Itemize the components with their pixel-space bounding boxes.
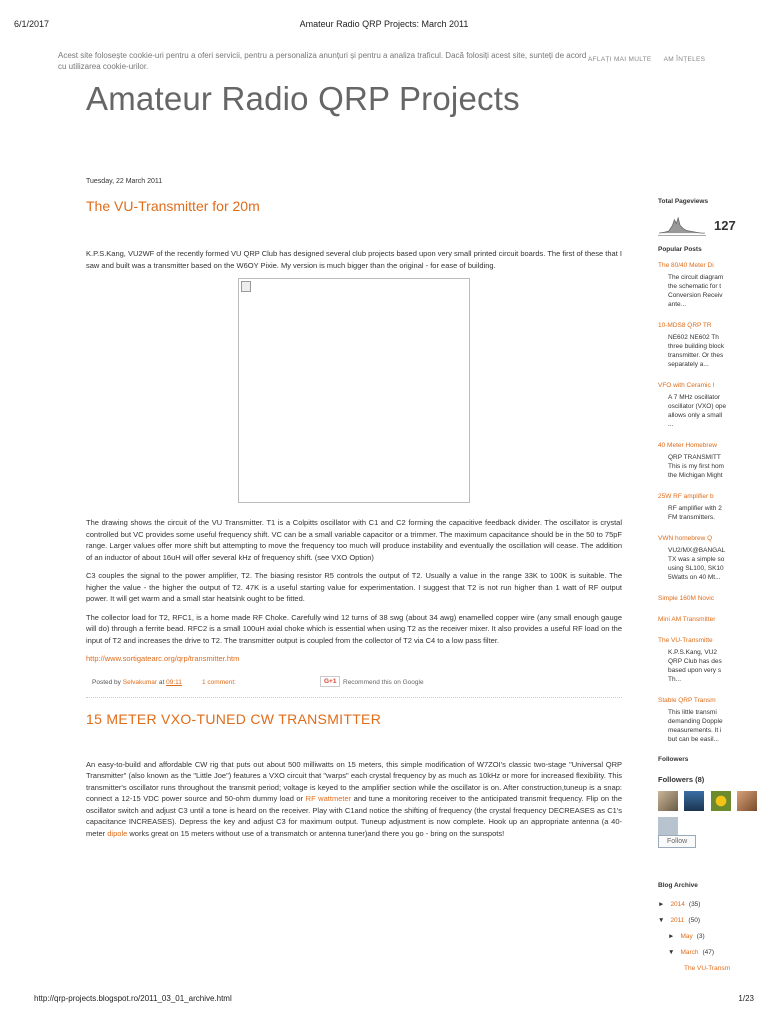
collapse-arrow-icon[interactable]: ▼: [658, 917, 665, 924]
popular-post-item: [658, 321, 768, 369]
post-body: [86, 759, 622, 840]
popular-post-item: [658, 615, 768, 624]
circuit-image-placeholder: [238, 278, 470, 503]
popular-post-item: [658, 636, 768, 684]
post-paragraph: C3 couples the signal to the power amplifier, T2. The biasing resistor R5 controls the output of T2. Usually a value in the range 33K to 100K is suitable. The higher the value - the higher the output of T2. 47K is a useful starting value for experimentation. I suggest that T2 is not run higher than 1 watt of RF output power. It will get warm and a small star heatsink ought to be fitted.: [86, 571, 622, 603]
dipole-link[interactable]: dipole: [107, 828, 128, 838]
post-title-vu-transmitter[interactable]: The VU-Transmitter for 20m: [86, 198, 260, 214]
rf-wattmeter-link[interactable]: RF wattmeter: [305, 794, 352, 803]
popular-post-title[interactable]: 25W RF amplifier b: [658, 493, 714, 500]
at-text: at: [158, 678, 165, 686]
expand-arrow-icon[interactable]: ►: [668, 933, 675, 940]
posted-by-text: Posted by: [92, 678, 121, 686]
avatar[interactable]: [711, 791, 731, 811]
popular-posts-list: [658, 261, 768, 744]
post-paragraph: The collector load for T2, RFC1, is a home made RF Choke. Carefully wind 12 turns of 38 swg (about 34 awg) enamelled copper wire (any small enough gauge will do) through a ferrite bead. RFC2 is a small 100uH axial choke which is essential when using T2 as the receiver mixer. It also provides a useful RF load on the input of T2 and increases the drive to T2. The transmitter output is coupled from the collector of T2 via C4 to a low pass filter.: [86, 612, 622, 645]
followers-heading: Followers: [658, 756, 689, 763]
popular-post-title[interactable]: VWN homebrew Q: [658, 535, 713, 542]
post-footer: [86, 675, 622, 689]
avatar[interactable]: [737, 791, 757, 811]
accept-cookies-button[interactable]: AM ÎNȚELES: [663, 56, 706, 63]
archive-list: [658, 901, 768, 981]
transmitter-link[interactable]: http://www.sortigatearc.org/qrp/transmitter.htm: [86, 654, 240, 663]
print-date: 6/1/2017: [14, 19, 50, 29]
popular-post-item: [658, 594, 768, 603]
archive-count: (3): [696, 933, 705, 940]
follow-button[interactable]: Follow: [658, 835, 696, 848]
expand-arrow-icon[interactable]: ►: [658, 901, 665, 908]
archive-row: [658, 901, 768, 917]
print-url: http://qrp-projects.blogspot.ro/2011_03_01_archive.html: [34, 994, 232, 1003]
followers-widget: [658, 756, 768, 848]
popular-post-title[interactable]: Mini AM Transmitter: [658, 616, 716, 623]
cookie-notice: Acest site folosește cookie-uri pentru a oferi servicii, pentru a personaliza anunțuri și pentru a analiza traficul. Dacă folosiți acest site, sunteți de acord cu utilizarea cookie-urilor.: [58, 51, 587, 71]
popular-post-title[interactable]: The 80/40 Meter Di: [658, 262, 714, 269]
avatar[interactable]: [658, 791, 678, 811]
followers-count: Followers (8): [658, 775, 705, 784]
post-paragraph: [86, 759, 622, 840]
popular-post-title[interactable]: 40 Meter Homebrew: [658, 442, 717, 449]
print-title: Amateur Radio QRP Projects: March 2011: [299, 19, 469, 29]
popular-post-title[interactable]: The VU-Transmitte: [658, 637, 713, 644]
posted-by-label: [92, 679, 182, 686]
popular-post-snippet: QRP TRANSMITT This is my first hom the Michigan Might: [668, 454, 724, 479]
popular-post-item: [658, 492, 768, 522]
popular-post-title[interactable]: Simple 160M Novic: [658, 595, 714, 602]
archive-row: [658, 965, 768, 981]
popular-posts-heading: Popular Posts: [658, 246, 702, 253]
archive-link[interactable]: March: [680, 949, 699, 956]
popular-post-title[interactable]: Stable QRP Transm: [658, 697, 716, 704]
post-time-link[interactable]: 09:11: [166, 678, 182, 686]
collapse-arrow-icon[interactable]: ▼: [668, 949, 675, 956]
popular-post-snippet: A 7 MHz oscillator oscillator (VXO) ope allows only a small ...: [668, 394, 727, 428]
post-text: An easy-to-build and affordable CW rig that puts out about 500 milliwatts on 15 meters, this simple modification of W7ZOI's classic two-stage "Universal QRP Transmitter" (also known as the "Little Joe") features a VXO circuit that "warps" each crystal frequency by as much as 10kHz or more for increased flexibility. This transmitter's oscillator runs throughout the transmit period; voltage is keyed to the amplifier section while the oscillator is on. After construction,tuneup is a snap: connect a 12-15 VDC power source and 50-ohm dummy load or: [86, 759, 622, 803]
popular-post-item: [658, 441, 768, 480]
page-number: 1/23: [738, 994, 754, 1003]
pageviews-sparkline: [658, 214, 706, 236]
archive-row: [658, 949, 768, 965]
archive-row: [658, 933, 768, 949]
popular-post-snippet: K.P.S.Kang, VU2 QRP Club has des based upon very s Th...: [668, 649, 722, 683]
post-paragraph: The drawing shows the circuit of the VU Transmitter. T1 is a Colpitts oscillator with C1 and C2 forming the capacitive feedback divider. The oscillator is crystal controlled but VC provides some useful frequency shift. VC can be a small variable capacitor or a trimmer. The maximum capacitance should be in the 50 to 75pF range. Larger values offer more shift but attempting to move the frequency too much will produce instability and eventually the oscillation will cease. The addition of an inductor of about 16uH will offer several kHz of frequency shift. (see VXO Option): [86, 518, 622, 562]
blog-archive: [658, 882, 768, 981]
follower-avatars: [658, 791, 768, 813]
popular-post-item: [658, 261, 768, 309]
post-paragraph: K.P.S.Kang, VU2WF of the recently formed VU QRP Club has designed several club projects based upon very small printed circuit boards. The first of these that I saw and built was a transmitter based on the W6OY Pixie. My version is much bigger than the original - for ease of building.: [86, 249, 622, 270]
print-header: [0, 0, 768, 40]
archive-heading: Blog Archive: [658, 882, 698, 889]
blog-title[interactable]: Amateur Radio QRP Projects: [86, 80, 520, 117]
popular-post-snippet: RF amplifier with 2 FM transmitters.: [668, 505, 722, 521]
archive-link[interactable]: 2014: [670, 901, 685, 908]
pageviews-heading: Total Pageviews: [658, 198, 709, 205]
post-text: works great on 15 meters without use of a transmatch or antenna tuner)and there you go - bring on the sunspots!: [129, 828, 505, 838]
popular-post-item: [658, 696, 768, 744]
avatar[interactable]: [684, 791, 704, 811]
learn-more-link[interactable]: AFLAȚI MAI MULTE: [588, 56, 652, 63]
gplus-button[interactable]: G+1: [320, 676, 340, 687]
post-divider: [86, 697, 622, 698]
popular-post-snippet: VU2/MX@BANGAL TX was a simple so using SL100, SK10 5Watts on 40 Mt...: [668, 547, 726, 581]
archive-count: (50): [688, 917, 700, 924]
archive-count: (47): [702, 949, 715, 956]
author-link[interactable]: Selvakumar: [122, 678, 158, 686]
broken-image-icon: [241, 281, 251, 292]
archive-link[interactable]: 2011: [670, 917, 685, 924]
archive-row: [658, 917, 768, 933]
archive-link[interactable]: May: [680, 933, 693, 940]
main-column: [86, 178, 622, 846]
archive-count: (35): [688, 901, 701, 908]
popular-post-snippet: The circuit diagram the schematic for t Conversion Receiv ante...: [668, 274, 724, 308]
archive-link[interactable]: The VU-Transm: [684, 965, 730, 972]
popular-post-title[interactable]: VFO with Ceramic I: [658, 382, 715, 389]
comments-link[interactable]: 1 comment:: [202, 678, 236, 686]
pageviews-count: 127: [714, 218, 736, 233]
post-date-header: Tuesday, 22 March 2011: [86, 178, 163, 185]
post-body: [86, 248, 622, 665]
sidebar: [658, 198, 768, 981]
popular-post-title[interactable]: 10-MDS8 QRP TR: [658, 322, 712, 329]
popular-post-snippet: NE602 NE602 Th three building block transmitter. Or thes separately a...: [668, 334, 725, 368]
popular-post-snippet: This little transmi demanding Dopple measurements. It i but can be easil...: [668, 709, 723, 743]
popular-post-item: [658, 534, 768, 582]
popular-post-item: [658, 381, 768, 429]
post-title-15m-transmitter[interactable]: 15 METER VXO-TUNED CW TRANSMITTER: [86, 710, 382, 727]
recommend-text: Recommend this on Google: [343, 678, 424, 686]
pageviews-widget: [658, 214, 768, 240]
cookie-actions: [588, 56, 715, 63]
post-text: and tune a monitoring receiver to the anticipated transmit frequency. Flip on the oscillator switch and adjust C3 until a tone is heard on the receiver. Play with C1and notice the shifting of frequency (the crystal frequency DECREASES as C1's capacitance INCREASES). Depress the key and adjust C3 for maximum output. Tuneup adjustment is now complete. Hook up an appropriate antenna (a 40-meter: [86, 794, 622, 838]
